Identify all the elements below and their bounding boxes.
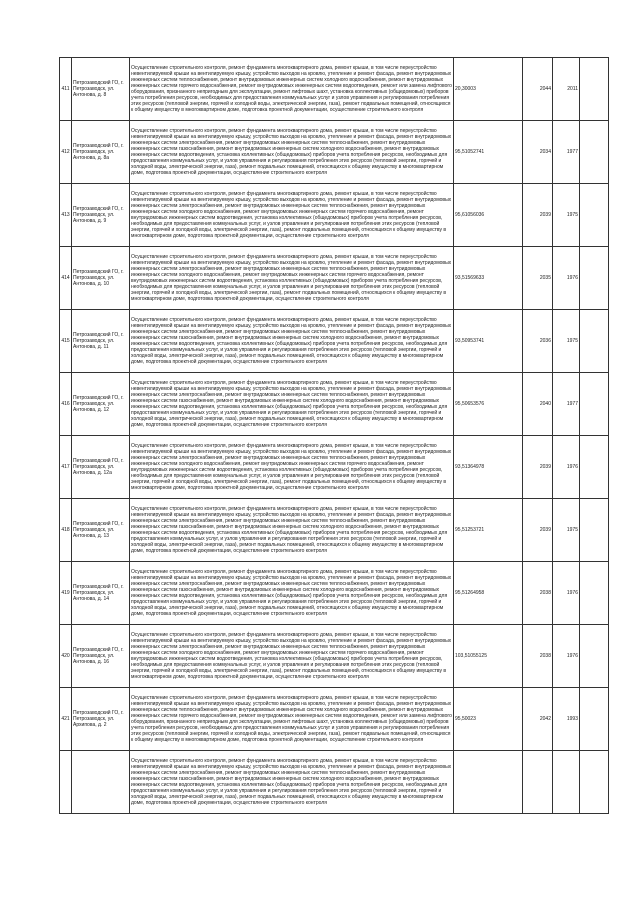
row-planned-year: 2039 — [523, 436, 553, 499]
table-row — [60, 436, 609, 499]
row-empty-cell — [580, 58, 609, 121]
row-number: 419 — [60, 562, 72, 625]
row-number: 418 — [60, 499, 72, 562]
row-works: Осуществление строительного контроля, ремонт фундамента многоквартирного дома, ремонт крыши, в том числе переустройство невентилируемой крыши на вентилируемую крышу, устройство выходов на кровлю, утепление и ремонт фасада, ремонт внутридомовых инженерных систем электроснабжения, ремонт внутридомовых инженерных систем теплоснабжения, ремонт внутридомовых инженерных систем газоснабжения, ремонт внутридомовых инженерных систем холодного водоснабжения, ремонт внутридомовых инженерных систем водоотведения, установка коллективных (общедомовых) приборов учета потребления ресурсов, необходимых для предоставления коммунальных услуг, и узлов управления и регулирования потребления этих ресурсов (тепловой энергии, горячей и холодной воды, электрической энергии, газа), ремонт подвальных помещений, относящихся к общему имуществу в многоквартирном доме, подготовка проектной документации, осуществление строительного контроля — [130, 310, 454, 373]
row-address: Петрозаводский ГО, г. Петрозаводск, ул. Антонова, д. 13 — [72, 499, 130, 562]
row-empty-cell — [580, 184, 609, 247]
row-planned-year: 2040 — [523, 373, 553, 436]
row-planned-year: 2039 — [523, 184, 553, 247]
row-built-year: 1976 — [553, 247, 580, 310]
row-empty-cell — [580, 247, 609, 310]
row-planned-year — [523, 751, 553, 814]
table-row — [60, 121, 609, 184]
row-built-year: 1976 — [553, 436, 580, 499]
row-built-year: 1976 — [553, 625, 580, 688]
row-planned-year: 2038 — [523, 562, 553, 625]
row-works: Осуществление строительного контроля, ремонт фундамента многоквартирного дома, ремонт крыши, в том числе переустройство невентилируемой крыши на вентилируемую крышу, устройство выходов на кровлю, утепление и ремонт фасада, ремонт внутридомовых инженерных систем теплоснабжения, ремонт внутридомовых инженерных систем холодного водоснабжения, ремонт внутридомовых инженерных систем горячего водоснабжения, ремонт внутридомовых инженерных систем водоотведения, ремонт или замена лифтового оборудования, признанного непригодным для эксплуатации, ремонт лифтовых шахт, установка коллективных (общедомовых) приборов учета потребления ресурсов, необходимых для предоставления коммунальных услуг и узлов управления и регулирования потребления этих ресурсов (тепловой энергии, горячей и холодной воды, электрической энергии, газа), ремонт подвальных помещений, относящихся к общему имуществу в многоквартирном доме, подготовка проектной документации, осуществление строительного контроля — [130, 688, 454, 751]
row-empty-cell — [580, 310, 609, 373]
table-row — [60, 184, 609, 247]
row-empty-cell — [580, 751, 609, 814]
row-built-year: 1975 — [553, 310, 580, 373]
row-planned-year: 2039 — [523, 499, 553, 562]
row-works: Осуществление строительного контроля, ремонт фундамента многоквартирного дома, ремонт крыши, в том числе переустройство невентилируемой крыши на вентилируемую крышу, устройство выходов на кровлю, утепление и ремонт фасада, ремонт внутридомовых инженерных систем электроснабжения, ремонт внутридомовых инженерных систем теплоснабжения, ремонт внутридомовых инженерных систем холодного водоснабжения, ремонт внутридомовых инженерных систем горячего водоснабжения, ремонт внутридомовых инженерных систем водоотведения, установка коллективных (общедомовых) приборов учета потребления ресурсов, необходимых для предоставления коммунальных услуг, и узлов управления и регулирования потребления этих ресурсов (тепловой энергии, горячей и холодной воды, электрической энергии, газа), ремонт подвальных помещений, относящихся к общему имуществу в многоквартирном доме, подготовка проектной документации, осуществление строительного контроля — [130, 247, 454, 310]
table-row — [60, 373, 609, 436]
row-works: Осуществление строительного контроля, ремонт фундамента многоквартирного дома, ремонт крыши, в том числе переустройство невентилируемой крыши на вентилируемую крышу, устройство выходов на кровлю, утепление и ремонт фасада, ремонт внутридомовых инженерных систем электроснабжения, ремонт внутридомовых инженерных систем теплоснабжения, ремонт внутридомовых инженерных систем газоснабжения, ремонт внутридомовых инженерных систем холодного водоснабжения, ремонт внутридомовых инженерных систем водоотведения, установка коллективных (общедомовых) приборов учета потребления ресурсов, необходимых для предоставления коммунальных услуг, и узлов управления и регулирования потребления этих ресурсов (тепловой энергии, горячей и холодной воды, электрической энергии, газа), ремонт подвальных помещений, относящихся к общему имуществу в многоквартирном доме, подготовка проектной документации, осуществление строительного контроля — [130, 373, 454, 436]
row-cost: 95,51253721 — [454, 499, 523, 562]
row-cost: 93,50953741 — [454, 310, 523, 373]
row-cost: 95,61056036 — [454, 184, 523, 247]
row-cost: 103,51055125 — [454, 625, 523, 688]
row-address: Петрозаводский ГО, г. Петрозаводск, ул. Антонова, д. 12 — [72, 373, 130, 436]
row-works: Осуществление строительного контроля, ремонт фундамента многоквартирного дома, ремонт крыши, в том числе переустройство невентилируемой крыши на вентилируемую крышу, устройство выходов на кровлю, утепление и ремонт фасада, ремонт внутридомовых инженерных систем электроснабжения, ремонт внутридомовых инженерных систем теплоснабжения, ремонт внутридомовых инженерных систем газоснабжения, ремонт внутридомовых инженерных систем холодного водоснабжения, ремонт внутридомовых инженерных систем водоотведения, установка коллективных (общедомовых) приборов учета потребления ресурсов, необходимых для предоставления коммунальных услуг, и узлов управления и регулирования потребления этих ресурсов (тепловой энергии, горячей и холодной воды, электрической энергии, газа), ремонт подвальных помещений, относящихся к общему имуществу в многоквартирном доме, подготовка проектной документации, осуществление строительного контроля — [130, 121, 454, 184]
row-works: Осуществление строительного контроля, ремонт фундамента многоквартирного дома, ремонт крыши, в том числе переустройство невентилируемой крыши на вентилируемую крышу, устройство выходов на кровлю, утепление и ремонт фасада, ремонт внутридомовых инженерных систем электроснабжения, ремонт внутридомовых инженерных систем теплоснабжения, ремонт внутридомовых инженерных систем холодного водоснабжения, ремонт внутридомовых инженерных систем горячего водоснабжения, ремонт внутридомовых инженерных систем водоотведения, установка коллективных (общедомовых) приборов учета потребления ресурсов, необходимых для предоставления коммунальных услуг, и узлов управления и регулирования потребления этих ресурсов (тепловой энергии, горячей и холодной воды, электрической энергии, газа), ремонт подвальных помещений, относящихся к общему имуществу в многоквартирном доме, подготовка проектной документации, осуществление строительного контроля — [130, 184, 454, 247]
table-row — [60, 625, 609, 688]
row-cost: 95,50653576 — [454, 373, 523, 436]
row-built-year: 1975 — [553, 184, 580, 247]
row-number: 421 — [60, 688, 72, 751]
capital-repair-table — [59, 57, 609, 814]
row-cost: 95,50023 — [454, 688, 523, 751]
row-works: Осуществление строительного контроля, ремонт фундамента многоквартирного дома, ремонт крыши, в том числе переустройство невентилируемой крыши на вентилируемую крышу, устройство выходов на кровлю, утепление и ремонт фасада, ремонт внутридомовых инженерных систем теплоснабжения, ремонт внутридомовых инженерных систем холодного водоснабжения, ремонт внутридомовых инженерных систем горячего водоснабжения, ремонт внутридомовых инженерных систем водоотведения, ремонт или замена лифтового оборудования, признанного непригодным для эксплуатации, ремонт лифтовых шахт, установка коллективных (общедомовых) приборов учета потребления ресурсов, необходимых для предоставления коммунальных услуг и узлов управления и регулирования потребления этих ресурсов (тепловой энергии, горячей и холодной воды, электрической энергии, газа), ремонт подвальных помещений, относящихся к общему имуществу в многоквартирном доме, подготовка проектной документации, осуществление строительного контроля — [130, 58, 454, 121]
table-row — [60, 688, 609, 751]
row-number: 412 — [60, 121, 72, 184]
row-address: Петрозаводский ГО, г. Петрозаводск, ул. Антонова, д. 8а — [72, 121, 130, 184]
row-works: Осуществление строительного контроля, ремонт фундамента многоквартирного дома, ремонт крыши, в том числе переустройство невентилируемой крыши на вентилируемую крышу, устройство выходов на кровлю, утепление и ремонт фасада, ремонт внутридомовых инженерных систем электроснабжения, ремонт внутридомовых инженерных систем теплоснабжения, ремонт внутридомовых инженерных систем газоснабжения, ремонт внутридомовых инженерных систем холодного водоснабжения, ремонт внутридомовых инженерных систем водоотведения, установка коллективных (общедомовых) приборов учета потребления ресурсов, необходимых для предоставления коммунальных услуг, и узлов управления и регулирования потребления этих ресурсов (тепловой энергии, горячей и холодной воды, электрической энергии, газа), ремонт подвальных помещений, относящихся к общему имуществу в многоквартирном доме, подготовка проектной документации, осуществление строительного контроля — [130, 499, 454, 562]
row-address — [72, 751, 130, 814]
row-built-year: 1975 — [553, 499, 580, 562]
row-address: Петрозаводский ГО, г. Петрозаводск, ул. Архипова, д. 2 — [72, 688, 130, 751]
row-empty-cell — [580, 625, 609, 688]
row-address: Петрозаводский ГО, г. Петрозаводск, ул. Антонова, д. 9 — [72, 184, 130, 247]
row-built-year: 1977 — [553, 373, 580, 436]
row-planned-year: 2034 — [523, 121, 553, 184]
row-built-year — [553, 751, 580, 814]
row-planned-year: 2036 — [523, 310, 553, 373]
row-address: Петрозаводский ГО, г. Петрозаводск, ул. Антонова, д. 16 — [72, 625, 130, 688]
table-row — [60, 58, 609, 121]
row-empty-cell — [580, 121, 609, 184]
row-planned-year: 2038 — [523, 625, 553, 688]
table-row — [60, 499, 609, 562]
row-number: 413 — [60, 184, 72, 247]
row-cost: 93,51364978 — [454, 436, 523, 499]
row-address: Петрозаводский ГО, г. Петрозаводск, ул. Антонова, д. 10 — [72, 247, 130, 310]
row-number: 411 — [60, 58, 72, 121]
row-address: Петрозаводский ГО, г. Петрозаводск, ул. Антонова, д. 8 — [72, 58, 130, 121]
row-cost: 93,51569633 — [454, 247, 523, 310]
row-built-year: 1977 — [553, 121, 580, 184]
row-number: 420 — [60, 625, 72, 688]
row-empty-cell — [580, 688, 609, 751]
row-planned-year: 2042 — [523, 688, 553, 751]
row-number: 414 — [60, 247, 72, 310]
row-planned-year: 2044 — [523, 58, 553, 121]
row-cost: 20,30003 — [454, 58, 523, 121]
row-works: Осуществление строительного контроля, ремонт фундамента многоквартирного дома, ремонт крыши, в том числе переустройство невентилируемой крыши на вентилируемую крышу, устройство выходов на кровлю, утепление и ремонт фасада, ремонт внутридомовых инженерных систем электроснабжения, ремонт внутридомовых инженерных систем теплоснабжения, ремонт внутридомовых инженерных систем газоснабжения, ремонт внутридомовых инженерных систем холодного водоснабжения, ремонт внутридомовых инженерных систем водоотведения, установка коллективных (общедомовых) приборов учета потребления ресурсов, необходимых для предоставления коммунальных услуг, и узлов управления и регулирования потребления этих ресурсов (тепловой энергии, горячей и холодной воды, электрической энергии, газа), ремонт подвальных помещений, относящихся к общему имуществу в многоквартирном доме, подготовка проектной документации, осуществление строительного контроля — [130, 562, 454, 625]
row-number: 417 — [60, 436, 72, 499]
table-row — [60, 310, 609, 373]
row-empty-cell — [580, 373, 609, 436]
table-row — [60, 247, 609, 310]
table-row — [60, 562, 609, 625]
row-works: Осуществление строительного контроля, ремонт фундамента многоквартирного дома, ремонт крыши, в том числе переустройство невентилируемой крыши на вентилируемую крышу, устройство выходов на кровлю, утепление и ремонт фасада, ремонт внутридомовых инженерных систем электроснабжения, ремонт внутридомовых инженерных систем теплоснабжения, ремонт внутридомовых инженерных систем холодного водоснабжения, ремонт внутридомовых инженерных систем горячего водоснабжения, ремонт внутридомовых инженерных систем водоотведения, установка коллективных (общедомовых) приборов учета потребления ресурсов, необходимых для предоставления коммунальных услуг, и узлов управления и регулирования потребления этих ресурсов (тепловой энергии, горячей и холодной воды, электрической энергии, газа), ремонт подвальных помещений, относящихся к общему имуществу в многоквартирном доме, подготовка проектной документации, осуществление строительного контроля — [130, 625, 454, 688]
row-built-year: 1993 — [553, 688, 580, 751]
row-works: Осуществление строительного контроля, ремонт фундамента многоквартирного дома, ремонт крыши, в том числе переустройство невентилируемой крыши на вентилируемую крышу, устройство выходов на кровлю, утепление и ремонт фасада, ремонт внутридомовых инженерных систем электроснабжения, ремонт внутридомовых инженерных систем теплоснабжения, ремонт внутридомовых инженерных систем газоснабжения, ремонт внутридомовых инженерных систем холодного водоснабжения, ремонт внутридомовых инженерных систем водоотведения, установка коллективных (общедомовых) приборов учета потребления ресурсов, необходимых для предоставления коммунальных услуг, и узлов управления и регулирования потребления этих ресурсов (тепловой энергии, горячей и холодной воды, электрической энергии, газа), ремонт подвальных помещений, относящихся к общему имуществу в многоквартирном доме, подготовка проектной документации, осуществление строительного контроля — [130, 751, 454, 814]
row-empty-cell — [580, 436, 609, 499]
row-built-year: 1976 — [553, 562, 580, 625]
row-works: Осуществление строительного контроля, ремонт фундамента многоквартирного дома, ремонт крыши, в том числе переустройство невентилируемой крыши на вентилируемую крышу, устройство выходов на кровлю, утепление и ремонт фасада, ремонт внутридомовых инженерных систем электроснабжения, ремонт внутридомовых инженерных систем теплоснабжения, ремонт внутридомовых инженерных систем холодного водоснабжения, ремонт внутридомовых инженерных систем горячего водоснабжения, ремонт внутридомовых инженерных систем водоотведения, установка коллективных (общедомовых) приборов учета потребления ресурсов, необходимых для предоставления коммунальных услуг, и узлов управления и регулирования потребления этих ресурсов (тепловой энергии, горячей и холодной воды, электрической энергии, газа), ремонт подвальных помещений, относящихся к общему имуществу в многоквартирном доме, подготовка проектной документации, осуществление строительного контроля — [130, 436, 454, 499]
row-address: Петрозаводский ГО, г. Петрозаводск, ул. Антонова, д. 12а — [72, 436, 130, 499]
row-cost: 95,51264958 — [454, 562, 523, 625]
row-cost — [454, 751, 523, 814]
row-empty-cell — [580, 499, 609, 562]
row-address: Петрозаводский ГО, г. Петрозаводск, ул. Антонова, д. 11 — [72, 310, 130, 373]
row-built-year: 2011 — [553, 58, 580, 121]
table-row — [60, 751, 609, 814]
row-planned-year: 2035 — [523, 247, 553, 310]
row-cost: 95,51052741 — [454, 121, 523, 184]
row-address: Петрозаводский ГО, г. Петрозаводск, ул. Антонова, д. 14 — [72, 562, 130, 625]
row-number — [60, 751, 72, 814]
row-number: 415 — [60, 310, 72, 373]
row-empty-cell — [580, 562, 609, 625]
row-number: 416 — [60, 373, 72, 436]
